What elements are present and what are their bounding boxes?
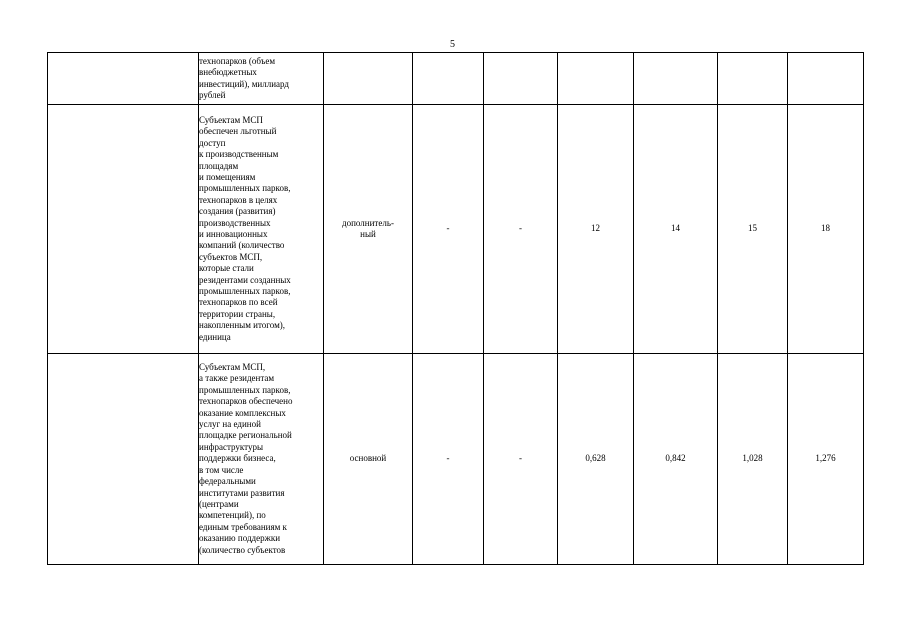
value-cell	[413, 53, 484, 105]
value-cell	[558, 53, 634, 105]
value-cell: 14	[634, 105, 718, 354]
value-cell: 12	[558, 105, 634, 354]
value-cell: -	[413, 105, 484, 354]
table-row	[48, 53, 864, 105]
value-cell	[634, 53, 718, 105]
value-cell	[718, 53, 788, 105]
indicator-type-cell: дополнитель- ный	[324, 105, 413, 354]
value-cell: 1,276	[788, 354, 864, 565]
value-cell	[788, 53, 864, 105]
table-row	[48, 105, 864, 354]
value-cell: -	[413, 354, 484, 565]
value-cell: -	[484, 354, 558, 565]
blank-cell	[48, 53, 199, 105]
indicators-table	[47, 52, 864, 565]
page-number: 5	[450, 39, 455, 50]
value-cell: 15	[718, 105, 788, 354]
value-cell: 1,028	[718, 354, 788, 565]
table-row	[48, 354, 864, 565]
indicator-name-cell: Субъектам МСП обеспечен льготный доступ к производственным площадям и помещениям промышленных парков, технопарков в целях создания (развития) производственных и инновационных компаний (количество субъектов МСП, которые стали резидентами созданных промышленных парков, технопарков по всей территории страны, накопленным итогом), единица	[199, 105, 324, 354]
blank-cell	[48, 105, 199, 354]
value-cell: 0,842	[634, 354, 718, 565]
value-cell	[484, 53, 558, 105]
indicator-type-cell	[324, 53, 413, 105]
indicator-type-cell: основной	[324, 354, 413, 565]
value-cell: 0,628	[558, 354, 634, 565]
value-cell: 18	[788, 105, 864, 354]
value-cell: -	[484, 105, 558, 354]
indicator-name-cell: технопарков (объем внебюджетных инвестиций), миллиард рублей	[199, 53, 324, 105]
indicator-name-cell: Субъектам МСП, а также резидентам промышленных парков, технопарков обеспечено оказание комплексных услуг на единой площадке региональной инфраструктуры поддержки бизнеса, в том числе федеральными институтами развития (центрами компетенций), по единым требованиям к оказанию поддержки (количество субъектов	[199, 354, 324, 565]
blank-cell	[48, 354, 199, 565]
